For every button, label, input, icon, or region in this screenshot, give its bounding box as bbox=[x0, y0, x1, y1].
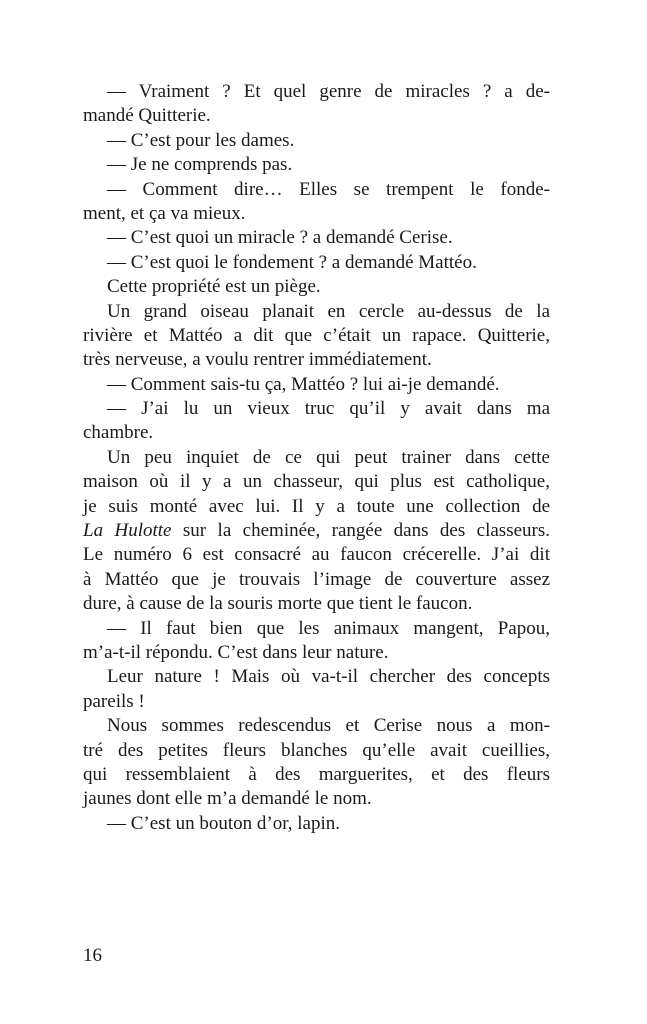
text-line: dure, à cause de la souris morte que tient le faucon. bbox=[83, 593, 473, 615]
text-line: — C’est quoi un miracle ? a demandé Cerise. bbox=[107, 227, 453, 249]
text-line: Cette propriété est un piège. bbox=[107, 276, 321, 298]
text-line: Nous sommes redescendus et Cerise nous a mon- bbox=[107, 715, 550, 737]
text-line: m’a-t-il répondu. C’est dans leur nature. bbox=[83, 641, 389, 663]
book-title-italic: La Hulotte bbox=[83, 520, 172, 542]
text-line: — Il faut bien que les animaux mangent, Papou, bbox=[107, 617, 550, 639]
text-line: ment, et ça va mieux. bbox=[83, 202, 246, 224]
text-line: Leur nature ! Mais où va-t-il chercher des concepts bbox=[107, 666, 550, 688]
text-line: très nerveuse, a voulu rentrer immédiatement. bbox=[83, 349, 432, 371]
text-line: rivière et Mattéo a dit que c’était un rapace. Quitterie, bbox=[83, 324, 550, 346]
text-line: pareils ! bbox=[83, 690, 145, 712]
text-line: — J’ai lu un vieux truc qu’il y avait dans ma bbox=[107, 398, 550, 420]
text-line: jaunes dont elle m’a demandé le nom. bbox=[83, 788, 372, 810]
text-line: — Je ne comprends pas. bbox=[107, 154, 293, 176]
book-page-text bbox=[83, 80, 550, 836]
text-line: — C’est quoi le fondement ? a demandé Mattéo. bbox=[107, 251, 477, 273]
text-line bbox=[83, 519, 550, 543]
text-line: qui ressemblaient à des marguerites, et des fleurs bbox=[83, 763, 550, 785]
text-line: — Vraiment ? Et quel genre de miracles ? a de- bbox=[107, 81, 550, 102]
text-line: — C’est pour les dames. bbox=[107, 129, 295, 151]
text-line: maison où il y a un chasseur, qui plus est catholique, bbox=[83, 471, 550, 493]
text-line: chambre. bbox=[83, 422, 154, 444]
text-line-content: sur la cheminée, rangée dans des classeurs. bbox=[171, 520, 551, 542]
text-line: je suis monté avec lui. Il y a toute une collection de bbox=[83, 495, 550, 517]
text-line: tré des petites fleurs blanches qu’elle avait cueillies, bbox=[83, 739, 550, 761]
text-line: — Comment sais-tu ça, Mattéo ? lui ai-je demandé. bbox=[107, 373, 500, 395]
text-line: — C’est un bouton d’or, lapin. bbox=[107, 812, 341, 834]
text-line: — Comment dire… Elles se trempent le fonde- bbox=[107, 178, 550, 200]
text-line: Un grand oiseau planait en cercle au-dessus de la bbox=[107, 300, 550, 322]
text-line: mandé Quitterie. bbox=[83, 105, 211, 127]
text-line: Le numéro 6 est consacré au faucon crécerelle. J’ai dit bbox=[83, 544, 550, 566]
page-number: 16 bbox=[83, 945, 102, 966]
text-line: à Mattéo que je trouvais l’image de couverture assez bbox=[83, 568, 550, 590]
text-line: Un peu inquiet de ce qui peut trainer dans cette bbox=[107, 446, 550, 468]
